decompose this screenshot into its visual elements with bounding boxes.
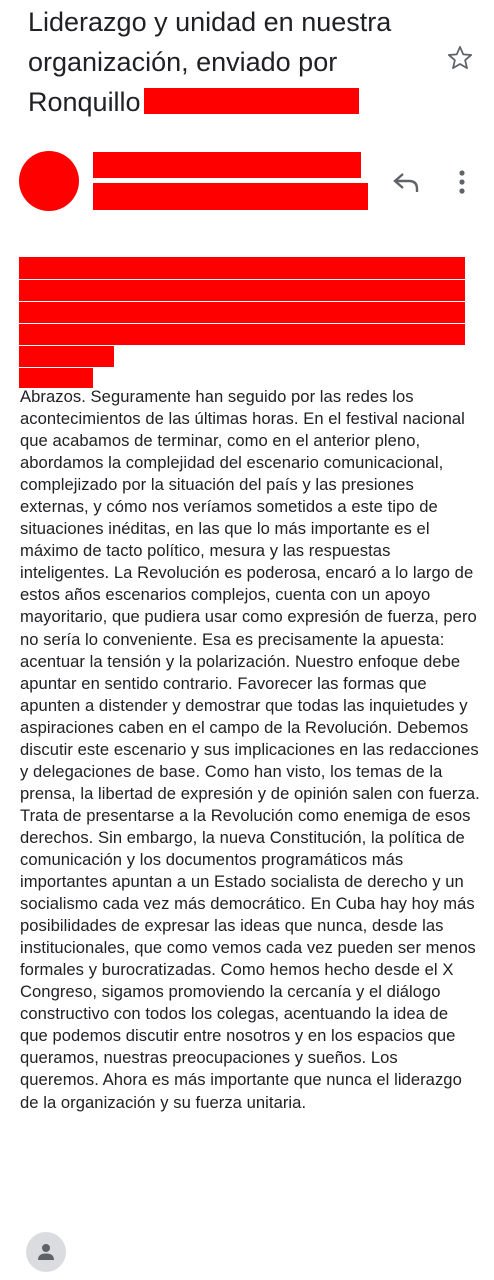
reply-icon[interactable]: [392, 170, 420, 194]
redacted-sender-email-line: [93, 183, 368, 210]
recipient-avatar[interactable]: [26, 1232, 66, 1272]
person-icon: [36, 1242, 56, 1262]
redacted-text-line-2: [19, 280, 465, 301]
sender-avatar[interactable]: [19, 151, 79, 211]
star-outline-icon[interactable]: [446, 44, 474, 72]
subject-text: Liderazgo y unidad en nuestra organización, enviado por Ronquillo: [28, 7, 392, 117]
more-vert-icon[interactable]: [452, 168, 472, 196]
redacted-text-line-4: [19, 324, 465, 345]
redacted-text-line-3: [19, 302, 465, 323]
redacted-sender-name: [144, 88, 359, 114]
redacted-text-line-1: [19, 257, 465, 279]
redacted-sender-name-line: [93, 152, 361, 178]
redacted-text-line-5: [19, 346, 114, 367]
message-body: Abrazos. Seguramente han seguido por las redes los acontecimientos de las últimas horas. En el festival nacional que acabamos de terminar, como en el anterior pleno, abordamos la complejidad del escenario comunicacional, complejizado por la situación del país y las presiones externas, y cómo nos veríamos sometidos a este tipo de situaciones inéditas, en las que lo más importante es el máximo de tacto político, mesura y las respuestas inteligentes. La Revolución es poderosa, encaró a lo largo de estos años escenarios complejos, cuenta con un apoyo mayoritario, que pudiera usar como expresión de fuerza, pero no sería lo conveniente. Esa es precisamente la apuesta: acentuar la tensión y la polarización. Nuestro enfoque debe apuntar en sentido contrario. Favorecer las formas que apunten a distender y demostrar que todas las inquietudes y aspiraciones caben en el campo de la Revolución. Debemos discutir este escenario y sus implicaciones en las redacciones y delegaciones de base. Como han visto, los temas de la prensa, la libertad de expresión y de opinión salen con fuerza. Trata de presentarse a la Revolución como enemiga de esos derechos. Sin embargo, la nueva Constitución, la política de comunicación y los documentos programáticos más importantes apuntan a un Estado socialista de derecho y un socialismo cada vez más democrático. En Cuba hay hoy más posibilidades de expresar las ideas que nunca, desde las institucionales, que como vemos cada vez pueden ser menos formales y burocratizadas. Como hemos hecho desde el X Congreso, sigamos promoviendo la cercanía y el diálogo constructivo con todos los colegas, acentuando la idea de que podemos discutir entre nosotros y en los espacios que queramos, nuestras preocupaciones y sueños. Los queremos. Ahora es más importante que nunca el liderazgo de la organización y su fuerza unitaria.: [20, 387, 480, 1112]
email-subject: [28, 2, 428, 122]
redacted-text-line-6: [19, 368, 93, 388]
